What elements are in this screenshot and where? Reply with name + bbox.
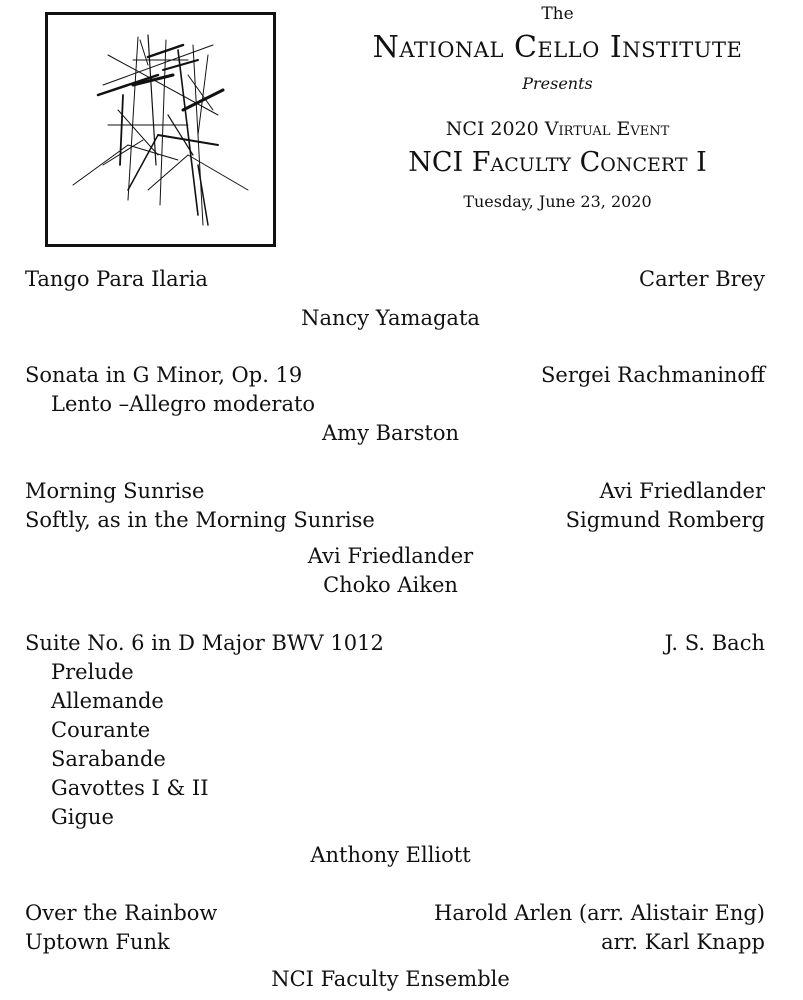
work-composer: Sigmund Romberg [565,508,765,532]
work-composer: arr. Karl Knapp [601,930,765,954]
performer: Choko Aiken [323,573,458,597]
work-title: Sonata in G Minor, Op. 19 [25,363,303,387]
concert-title: NCI Faculty Concert I [408,147,707,178]
work-composer: Avi Friedlander [599,479,765,503]
movement: Gigue [51,805,114,829]
music-stands-sketch-icon [48,15,273,244]
concert-date: Tuesday, June 23, 2020 [463,192,652,211]
work-title: Suite No. 6 in D Major BWV 1012 [25,631,384,655]
institute-name: National Cello Institute [372,30,743,65]
work-title: Over the Rainbow [25,901,218,925]
performer: Anthony Elliott [310,843,471,867]
movement: Gavottes I & II [51,776,209,800]
movement: Sarabande [51,747,166,771]
performer: Nancy Yamagata [301,306,480,330]
movement: Lento –Allegro moderato [51,392,316,416]
work-title: Softly, as in the Morning Sunrise [25,508,375,532]
movement: Courante [51,718,151,742]
work-title: Uptown Funk [25,930,170,954]
header-presents: Presents [522,74,593,93]
work-composer: Harold Arlen (arr. Alistair Eng) [434,901,765,925]
logo-frame [45,12,276,247]
performer: Avi Friedlander [307,544,474,568]
work-title: Tango Para Ilaria [25,267,208,291]
event-name: NCI 2020 Virtual Event [445,118,670,140]
performer: Amy Barston [322,421,459,445]
work-composer: Carter Brey [639,267,765,291]
work-title: Morning Sunrise [25,479,205,503]
work-composer: J. S. Bach [664,631,765,655]
header-the: The [541,4,574,24]
movement: Allemande [51,689,164,713]
performer: NCI Faculty Ensemble [271,967,510,991]
movement: Prelude [51,660,134,684]
work-composer: Sergei Rachmaninoff [541,363,765,387]
